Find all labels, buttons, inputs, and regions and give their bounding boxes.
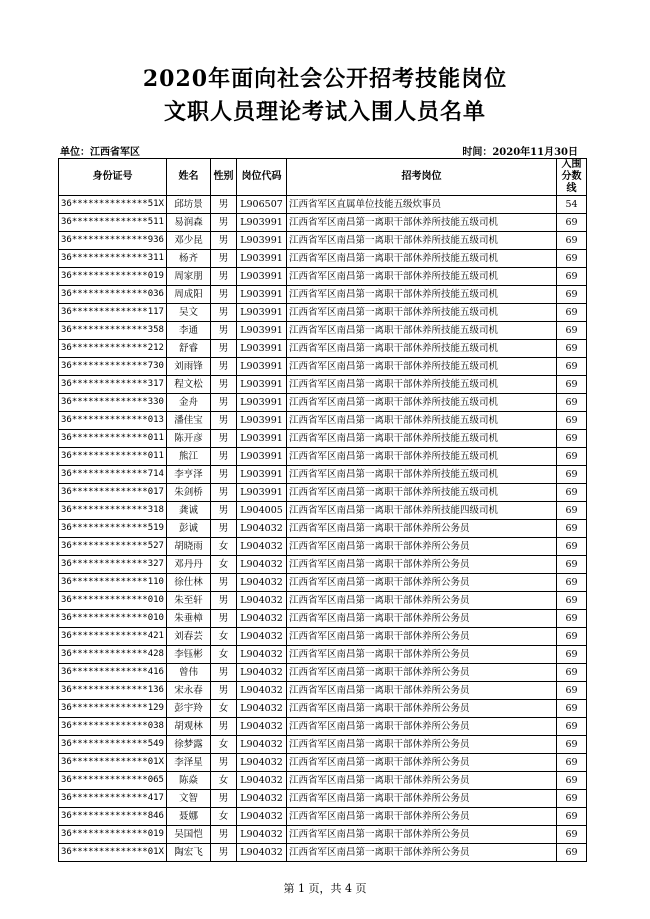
cell-gender: 男: [211, 430, 237, 448]
cell-score: 69: [557, 394, 587, 412]
cell-gender: 男: [211, 250, 237, 268]
cell-gender: 男: [211, 592, 237, 610]
cell-post: 江西省军区南昌第一离职干部休养所技能五级司机: [287, 484, 557, 502]
cell-post-code: L904032: [237, 646, 287, 664]
cell-post-code: L903991: [237, 322, 287, 340]
cell-post-code: L904032: [237, 790, 287, 808]
table-row: [59, 736, 587, 754]
cell-post: 江西省军区南昌第一离职干部休养所技能五级司机: [287, 286, 557, 304]
cell-post: 江西省军区南昌第一离职干部休养所技能五级司机: [287, 304, 557, 322]
cell-name: 李亨泽: [167, 466, 211, 484]
cell-post-code: L904032: [237, 808, 287, 826]
cell-score: 69: [557, 826, 587, 844]
cell-name: 舒睿: [167, 340, 211, 358]
table-row: [59, 484, 587, 502]
cell-name: 邓少昆: [167, 232, 211, 250]
cell-name: 邓丹丹: [167, 556, 211, 574]
cell-name: 文智: [167, 790, 211, 808]
table-row: [59, 304, 587, 322]
cell-post: 江西省军区南昌第一离职干部休养所公务员: [287, 646, 557, 664]
cell-name: 胡晓雨: [167, 538, 211, 556]
cell-post-code: L904005: [237, 502, 287, 520]
table-row: [59, 538, 587, 556]
cell-score: 69: [557, 592, 587, 610]
cell-id: 36**************421: [59, 628, 167, 646]
cell-id: 36**************036: [59, 286, 167, 304]
cell-score: 69: [557, 232, 587, 250]
cell-score: 69: [557, 700, 587, 718]
cell-post-code: L904032: [237, 754, 287, 772]
cell-post: 江西省军区南昌第一离职干部休养所技能五级司机: [287, 268, 557, 286]
table-row: [59, 340, 587, 358]
cell-post-code: L904032: [237, 826, 287, 844]
cell-post: 江西省军区南昌第一离职干部休养所公务员: [287, 826, 557, 844]
cell-id: 36**************01X: [59, 844, 167, 862]
cell-id: 36**************519: [59, 520, 167, 538]
cell-id: 36**************846: [59, 808, 167, 826]
cell-post-code: L903991: [237, 430, 287, 448]
cell-gender: 女: [211, 646, 237, 664]
cell-id: 36**************936: [59, 232, 167, 250]
cell-name: 胡观林: [167, 718, 211, 736]
cell-id: 36**************013: [59, 412, 167, 430]
table-row: [59, 700, 587, 718]
table-row: [59, 628, 587, 646]
cell-post-code: L903991: [237, 286, 287, 304]
cell-post-code: L903991: [237, 340, 287, 358]
cell-id: 36**************358: [59, 322, 167, 340]
cell-post-code: L903991: [237, 232, 287, 250]
cell-post-code: L904032: [237, 772, 287, 790]
cell-gender: 男: [211, 340, 237, 358]
cell-gender: 男: [211, 718, 237, 736]
table-row: [59, 214, 587, 232]
cell-id: 36**************714: [59, 466, 167, 484]
cell-post: 江西省军区南昌第一离职干部休养所公务员: [287, 520, 557, 538]
header-post: 招考岗位: [287, 159, 557, 196]
header-post-code: 岗位代码: [237, 159, 287, 196]
cell-name: 熊江: [167, 448, 211, 466]
cell-score: 69: [557, 646, 587, 664]
cell-post: 江西省军区南昌第一离职干部休养所公务员: [287, 754, 557, 772]
cell-score: 69: [557, 556, 587, 574]
cell-post: 江西省军区南昌第一离职干部休养所公务员: [287, 574, 557, 592]
cell-name: 李通: [167, 322, 211, 340]
cell-post: 江西省军区南昌第一离职干部休养所技能五级司机: [287, 358, 557, 376]
table-row: [59, 502, 587, 520]
cell-gender: 男: [211, 610, 237, 628]
table-row: [59, 718, 587, 736]
cell-post-code: L903991: [237, 214, 287, 232]
cell-post-code: L904032: [237, 682, 287, 700]
cell-name: 朱剑桥: [167, 484, 211, 502]
cell-id: 36**************010: [59, 610, 167, 628]
cell-post: 江西省军区南昌第一离职干部休养所公务员: [287, 682, 557, 700]
cell-post: 江西省军区南昌第一离职干部休养所公务员: [287, 592, 557, 610]
unit-label: 单位：江西省军区: [60, 147, 140, 158]
date-label: 时间：2020年11月30日: [462, 147, 578, 158]
cell-gender: 男: [211, 466, 237, 484]
cell-name: 彭诚: [167, 520, 211, 538]
cell-name: 程文松: [167, 376, 211, 394]
cell-id: 36**************017: [59, 484, 167, 502]
cell-id: 36**************511: [59, 214, 167, 232]
cell-gender: 女: [211, 700, 237, 718]
cell-id: 36**************011: [59, 430, 167, 448]
cell-post: 江西省军区南昌第一离职干部休养所技能四级司机: [287, 502, 557, 520]
table-row: [59, 574, 587, 592]
cell-id: 36**************318: [59, 502, 167, 520]
cell-name: 陈开彦: [167, 430, 211, 448]
cell-name: 刘雨锋: [167, 358, 211, 376]
cell-score: 69: [557, 538, 587, 556]
table-row: [59, 682, 587, 700]
cell-post: 江西省军区南昌第一离职干部休养所公务员: [287, 790, 557, 808]
cell-name: 吴文: [167, 304, 211, 322]
cell-post-code: L903991: [237, 250, 287, 268]
cell-score: 69: [557, 448, 587, 466]
cell-gender: 女: [211, 628, 237, 646]
cell-score: 69: [557, 502, 587, 520]
cell-id: 36**************01X: [59, 754, 167, 772]
cell-name: 彭宇羚: [167, 700, 211, 718]
document-title-line1: 2020年面向社会公开招考技能岗位: [142, 66, 508, 92]
cell-post: 江西省军区南昌第一离职干部休养所公务员: [287, 844, 557, 862]
table-row: [59, 646, 587, 664]
cell-id: 36**************065: [59, 772, 167, 790]
cell-id: 36**************038: [59, 718, 167, 736]
cell-score: 69: [557, 718, 587, 736]
cell-score: 69: [557, 520, 587, 538]
cell-post: 江西省军区南昌第一离职干部休养所技能五级司机: [287, 214, 557, 232]
cell-score: 69: [557, 664, 587, 682]
cell-post: 江西省军区南昌第一离职干部休养所技能五级司机: [287, 394, 557, 412]
cell-score: 69: [557, 358, 587, 376]
cell-post: 江西省军区南昌第一离职干部休养所公务员: [287, 700, 557, 718]
cell-id: 36**************416: [59, 664, 167, 682]
cell-id: 36**************212: [59, 340, 167, 358]
cell-gender: 女: [211, 772, 237, 790]
cell-id: 36**************317: [59, 376, 167, 394]
table-header-row: [59, 159, 587, 196]
cell-score: 69: [557, 214, 587, 232]
cell-name: 李钰彬: [167, 646, 211, 664]
cell-score: 69: [557, 430, 587, 448]
cell-gender: 男: [211, 484, 237, 502]
cell-post: 江西省军区南昌第一离职干部休养所公务员: [287, 736, 557, 754]
cell-post-code: L903991: [237, 376, 287, 394]
cell-id: 36**************110: [59, 574, 167, 592]
cell-name: 宋永春: [167, 682, 211, 700]
table-row: [59, 376, 587, 394]
cell-post-code: L904032: [237, 520, 287, 538]
cell-gender: 男: [211, 376, 237, 394]
cell-score: 69: [557, 574, 587, 592]
cell-post-code: L904032: [237, 592, 287, 610]
cell-score: 69: [557, 790, 587, 808]
cell-gender: 男: [211, 844, 237, 862]
cell-post: 江西省军区南昌第一离职干部休养所技能五级司机: [287, 340, 557, 358]
candidate-table: [58, 158, 587, 862]
cell-post: 江西省军区南昌第一离职干部休养所技能五级司机: [287, 376, 557, 394]
cell-post: 江西省军区南昌第一离职干部休养所公务员: [287, 664, 557, 682]
cell-post: 江西省军区南昌第一离职干部休养所技能五级司机: [287, 250, 557, 268]
cell-post-code: L904032: [237, 700, 287, 718]
cell-id: 36**************011: [59, 448, 167, 466]
cell-gender: 男: [211, 214, 237, 232]
cell-post-code: L904032: [237, 664, 287, 682]
cell-post-code: L903991: [237, 268, 287, 286]
cell-name: 陶宏飞: [167, 844, 211, 862]
cell-id: 36**************311: [59, 250, 167, 268]
cell-name: 金舟: [167, 394, 211, 412]
cell-post: 江西省军区南昌第一离职干部休养所公务员: [287, 556, 557, 574]
cell-post: 江西省军区南昌第一离职干部休养所技能五级司机: [287, 412, 557, 430]
cell-gender: 男: [211, 358, 237, 376]
table-row: [59, 844, 587, 862]
cell-name: 朱至轩: [167, 592, 211, 610]
cell-name: 曾伟: [167, 664, 211, 682]
cell-post-code: L903991: [237, 412, 287, 430]
cell-score: 69: [557, 484, 587, 502]
header-gender: 性别: [211, 159, 237, 196]
cell-name: 刘春芸: [167, 628, 211, 646]
cell-score: 69: [557, 754, 587, 772]
cell-name: 聂娜: [167, 808, 211, 826]
cell-id: 36**************730: [59, 358, 167, 376]
header-score: 入围分数线: [557, 159, 587, 196]
cell-gender: 男: [211, 268, 237, 286]
table-row: [59, 430, 587, 448]
cell-score: 69: [557, 466, 587, 484]
table-row: [59, 412, 587, 430]
cell-name: 潘佳宝: [167, 412, 211, 430]
cell-gender: 女: [211, 808, 237, 826]
cell-post-code: L904032: [237, 556, 287, 574]
cell-post-code: L904032: [237, 718, 287, 736]
cell-name: 邱坊景: [167, 196, 211, 214]
table-row: [59, 196, 587, 214]
cell-name: 易润森: [167, 214, 211, 232]
cell-post: 江西省军区南昌第一离职干部休养所技能五级司机: [287, 466, 557, 484]
cell-post-code: L904032: [237, 628, 287, 646]
cell-post: 江西省军区南昌第一离职干部休养所公务员: [287, 610, 557, 628]
cell-score: 69: [557, 736, 587, 754]
cell-post: 江西省军区南昌第一离职干部休养所技能五级司机: [287, 430, 557, 448]
cell-post-code: L906507: [237, 196, 287, 214]
cell-id: 36**************549: [59, 736, 167, 754]
cell-post-code: L903991: [237, 484, 287, 502]
cell-score: 69: [557, 628, 587, 646]
cell-id: 36**************010: [59, 592, 167, 610]
header-name: 姓名: [167, 159, 211, 196]
table-row: [59, 754, 587, 772]
cell-gender: 男: [211, 394, 237, 412]
cell-post: 江西省军区南昌第一离职干部休养所公务员: [287, 718, 557, 736]
cell-post-code: L903991: [237, 448, 287, 466]
cell-name: 徐仕林: [167, 574, 211, 592]
cell-score: 69: [557, 844, 587, 862]
table-body: [59, 196, 587, 862]
cell-name: 吴国恺: [167, 826, 211, 844]
cell-score: 69: [557, 340, 587, 358]
cell-post-code: L904032: [237, 736, 287, 754]
table-row: [59, 232, 587, 250]
cell-id: 36**************417: [59, 790, 167, 808]
cell-gender: 男: [211, 520, 237, 538]
cell-gender: 男: [211, 412, 237, 430]
cell-id: 36**************019: [59, 826, 167, 844]
cell-name: 杨齐: [167, 250, 211, 268]
document-title-line2: 文职人员理论考试入围人员名单: [163, 99, 486, 125]
cell-name: 周家朋: [167, 268, 211, 286]
cell-gender: 男: [211, 322, 237, 340]
cell-gender: 男: [211, 574, 237, 592]
cell-post: 江西省军区南昌第一离职干部休养所公务员: [287, 772, 557, 790]
cell-gender: 女: [211, 556, 237, 574]
cell-score: 69: [557, 610, 587, 628]
cell-gender: 男: [211, 502, 237, 520]
cell-gender: 男: [211, 826, 237, 844]
cell-post-code: L904032: [237, 538, 287, 556]
cell-score: 69: [557, 808, 587, 826]
cell-name: 陈焱: [167, 772, 211, 790]
cell-id: 36**************527: [59, 538, 167, 556]
cell-gender: 女: [211, 538, 237, 556]
cell-gender: 男: [211, 196, 237, 214]
cell-id: 36**************019: [59, 268, 167, 286]
cell-post: 江西省军区直属单位技能五级炊事员: [287, 196, 557, 214]
cell-name: 徐梦露: [167, 736, 211, 754]
table-row: [59, 250, 587, 268]
cell-gender: 男: [211, 448, 237, 466]
cell-name: 龚诚: [167, 502, 211, 520]
cell-post: 江西省军区南昌第一离职干部休养所公务员: [287, 808, 557, 826]
cell-id: 36**************51X: [59, 196, 167, 214]
cell-score: 69: [557, 682, 587, 700]
cell-post: 江西省军区南昌第一离职干部休养所技能五级司机: [287, 322, 557, 340]
cell-id: 36**************136: [59, 682, 167, 700]
table-row: [59, 466, 587, 484]
cell-id: 36**************129: [59, 700, 167, 718]
cell-score: 69: [557, 286, 587, 304]
cell-post-code: L903991: [237, 466, 287, 484]
cell-id: 36**************327: [59, 556, 167, 574]
cell-gender: 男: [211, 286, 237, 304]
cell-post: 江西省军区南昌第一离职干部休养所公务员: [287, 538, 557, 556]
table-row: [59, 556, 587, 574]
table-row: [59, 610, 587, 628]
table-row: [59, 664, 587, 682]
table-row: [59, 268, 587, 286]
cell-post-code: L903991: [237, 304, 287, 322]
cell-gender: 男: [211, 682, 237, 700]
page-footer: 第 1 页，共 4 页: [283, 882, 367, 895]
cell-gender: 男: [211, 664, 237, 682]
cell-name: 周成阳: [167, 286, 211, 304]
table-row: [59, 448, 587, 466]
table-row: [59, 394, 587, 412]
cell-post-code: L904032: [237, 574, 287, 592]
cell-name: 李泽星: [167, 754, 211, 772]
cell-score: 54: [557, 196, 587, 214]
table-row: [59, 772, 587, 790]
table-row: [59, 322, 587, 340]
table-row: [59, 808, 587, 826]
cell-post: 江西省军区南昌第一离职干部休养所技能五级司机: [287, 448, 557, 466]
table-row: [59, 826, 587, 844]
cell-gender: 男: [211, 304, 237, 322]
cell-score: 69: [557, 322, 587, 340]
table-row: [59, 286, 587, 304]
table-row: [59, 790, 587, 808]
cell-id: 36**************117: [59, 304, 167, 322]
table-row: [59, 592, 587, 610]
cell-gender: 男: [211, 790, 237, 808]
cell-score: 69: [557, 268, 587, 286]
cell-post-code: L904032: [237, 844, 287, 862]
cell-post-code: L904032: [237, 610, 287, 628]
cell-post: 江西省军区南昌第一离职干部休养所技能五级司机: [287, 232, 557, 250]
cell-gender: 女: [211, 736, 237, 754]
cell-id: 36**************330: [59, 394, 167, 412]
cell-gender: 男: [211, 232, 237, 250]
cell-score: 69: [557, 376, 587, 394]
cell-score: 69: [557, 772, 587, 790]
cell-post-code: L903991: [237, 358, 287, 376]
cell-post: 江西省军区南昌第一离职干部休养所公务员: [287, 628, 557, 646]
table-row: [59, 358, 587, 376]
cell-score: 69: [557, 250, 587, 268]
cell-post-code: L903991: [237, 394, 287, 412]
cell-gender: 男: [211, 754, 237, 772]
cell-name: 朱垂樟: [167, 610, 211, 628]
table-row: [59, 520, 587, 538]
cell-score: 69: [557, 304, 587, 322]
header-id: 身份证号: [59, 159, 167, 196]
cell-score: 69: [557, 412, 587, 430]
cell-id: 36**************428: [59, 646, 167, 664]
